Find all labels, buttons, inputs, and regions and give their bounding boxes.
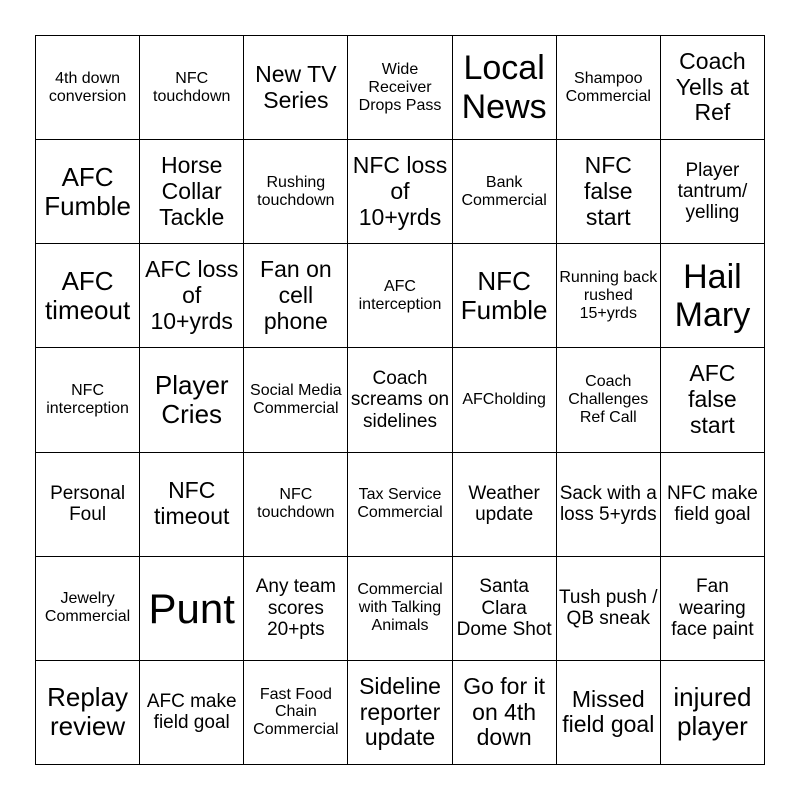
bingo-cell[interactable]: AFC timeout xyxy=(36,244,140,348)
bingo-cell[interactable]: Running back rushed 15+yrds xyxy=(557,244,661,348)
bingo-cell[interactable]: 4th down conversion xyxy=(36,36,140,140)
bingo-cell[interactable]: Coach screams on sidelines xyxy=(348,348,452,452)
bingo-cell[interactable]: Player Cries xyxy=(140,348,244,452)
bingo-cell[interactable]: Fast Food Chain Commercial xyxy=(244,661,348,765)
bingo-cell[interactable]: NFC touchdown xyxy=(140,36,244,140)
bingo-cell[interactable]: AFC interception xyxy=(348,244,452,348)
bingo-cell[interactable]: Social Media Commercial xyxy=(244,348,348,452)
bingo-cell[interactable]: Commercial with Talking Animals xyxy=(348,557,452,661)
bingo-cell[interactable]: AFC make field goal xyxy=(140,661,244,765)
bingo-cell[interactable]: AFC false start xyxy=(661,348,765,452)
bingo-cell[interactable]: NFC false start xyxy=(557,140,661,244)
bingo-cell[interactable]: Fan on cell phone xyxy=(244,244,348,348)
bingo-cell[interactable]: NFC loss of 10+yrds xyxy=(348,140,452,244)
bingo-cell[interactable]: Coach Challenges Ref Call xyxy=(557,348,661,452)
bingo-cell[interactable]: Wide Receiver Drops Pass xyxy=(348,36,452,140)
bingo-cell[interactable]: Tax Service Commercial xyxy=(348,453,452,557)
bingo-cell[interactable]: Sack with a loss 5+yrds xyxy=(557,453,661,557)
bingo-cell[interactable]: NFC timeout xyxy=(140,453,244,557)
bingo-cell[interactable]: Any team scores 20+pts xyxy=(244,557,348,661)
bingo-cell[interactable]: New TV Series xyxy=(244,36,348,140)
bingo-cell[interactable]: Local News xyxy=(453,36,557,140)
bingo-cell[interactable]: AFC loss of 10+yrds xyxy=(140,244,244,348)
bingo-cell[interactable]: Punt xyxy=(140,557,244,661)
bingo-cell[interactable]: NFC make field goal xyxy=(661,453,765,557)
bingo-cell[interactable]: AFCholding xyxy=(453,348,557,452)
bingo-cell[interactable]: AFC Fumble xyxy=(36,140,140,244)
bingo-cell[interactable]: NFC interception xyxy=(36,348,140,452)
bingo-cell[interactable]: Santa Clara Dome Shot xyxy=(453,557,557,661)
bingo-cell[interactable]: Jewelry Commercial xyxy=(36,557,140,661)
bingo-cell[interactable]: Bank Commercial xyxy=(453,140,557,244)
bingo-cell[interactable]: Rushing touchdown xyxy=(244,140,348,244)
bingo-cell[interactable]: Horse Collar Tackle xyxy=(140,140,244,244)
bingo-cell[interactable]: Tush push / QB sneak xyxy=(557,557,661,661)
bingo-cell[interactable]: NFC Fumble xyxy=(453,244,557,348)
bingo-cell[interactable]: Shampoo Commercial xyxy=(557,36,661,140)
bingo-cell[interactable]: Fan wearing face paint xyxy=(661,557,765,661)
bingo-cell[interactable]: Replay review xyxy=(36,661,140,765)
bingo-cell[interactable]: Weather update xyxy=(453,453,557,557)
bingo-cell[interactable]: Go for it on 4th down xyxy=(453,661,557,765)
bingo-cell[interactable]: Hail Mary xyxy=(661,244,765,348)
bingo-cell[interactable]: Personal Foul xyxy=(36,453,140,557)
bingo-cell[interactable]: Player tantrum/ yelling xyxy=(661,140,765,244)
bingo-cell[interactable]: injured player xyxy=(661,661,765,765)
bingo-cell[interactable]: Coach Yells at Ref xyxy=(661,36,765,140)
bingo-cell[interactable]: Sideline reporter update xyxy=(348,661,452,765)
bingo-board xyxy=(35,35,765,765)
bingo-cell[interactable]: NFC touchdown xyxy=(244,453,348,557)
bingo-cell[interactable]: Missed field goal xyxy=(557,661,661,765)
